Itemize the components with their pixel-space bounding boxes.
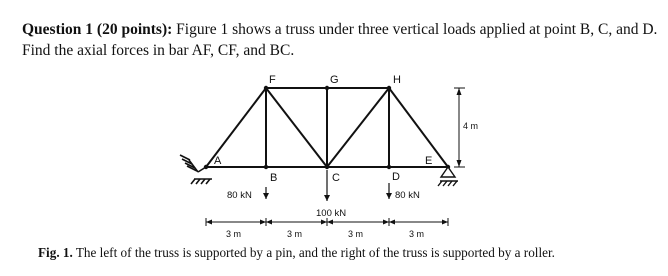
label-G: G <box>330 74 339 86</box>
span-label-1: 3 m <box>226 229 242 239</box>
load-arrows <box>266 170 389 201</box>
label-H: H <box>393 74 401 86</box>
span-label-4: 3 m <box>409 229 425 239</box>
load-label-B: 80 kN <box>227 190 252 201</box>
label-D: D <box>392 171 400 183</box>
joint-B <box>264 165 268 169</box>
question-heading: Question 1 (20 points): <box>22 21 173 38</box>
span-label-3: 3 m <box>348 229 364 239</box>
load-label-C: 100 kN <box>316 208 347 219</box>
roller-support <box>438 167 458 186</box>
span-dimension-labels <box>226 229 424 239</box>
joint-G <box>325 86 329 90</box>
joint-C <box>325 165 329 169</box>
joint-F <box>264 86 268 90</box>
label-E: E <box>425 155 433 167</box>
truss-members <box>206 88 448 167</box>
span-label-2: 3 m <box>287 229 303 239</box>
member-HC <box>327 88 389 167</box>
height-label: 4 m <box>463 121 479 131</box>
span-dimensions <box>206 218 448 226</box>
label-A: A <box>214 155 222 167</box>
pin-support <box>180 155 212 184</box>
label-F: F <box>269 74 276 86</box>
caption-text: The left of the truss is supported by a pin, and the right of the truss is supported by a roller. <box>72 245 555 260</box>
member-HE <box>389 88 448 167</box>
question-body: Figure 1 shows a truss under three vertical loads applied at point B, C, and D. Find the axial forces in bar AF, CF, and BC. <box>22 21 658 59</box>
load-labels <box>227 190 420 219</box>
caption-label: Fig. 1. <box>38 245 73 260</box>
load-label-D: 80 kN <box>395 190 420 201</box>
joint-H <box>387 86 391 90</box>
label-B: B <box>270 172 278 184</box>
member-FC <box>266 88 327 167</box>
label-C: C <box>332 172 340 184</box>
figure-caption <box>38 244 555 262</box>
joint-D <box>387 165 391 169</box>
